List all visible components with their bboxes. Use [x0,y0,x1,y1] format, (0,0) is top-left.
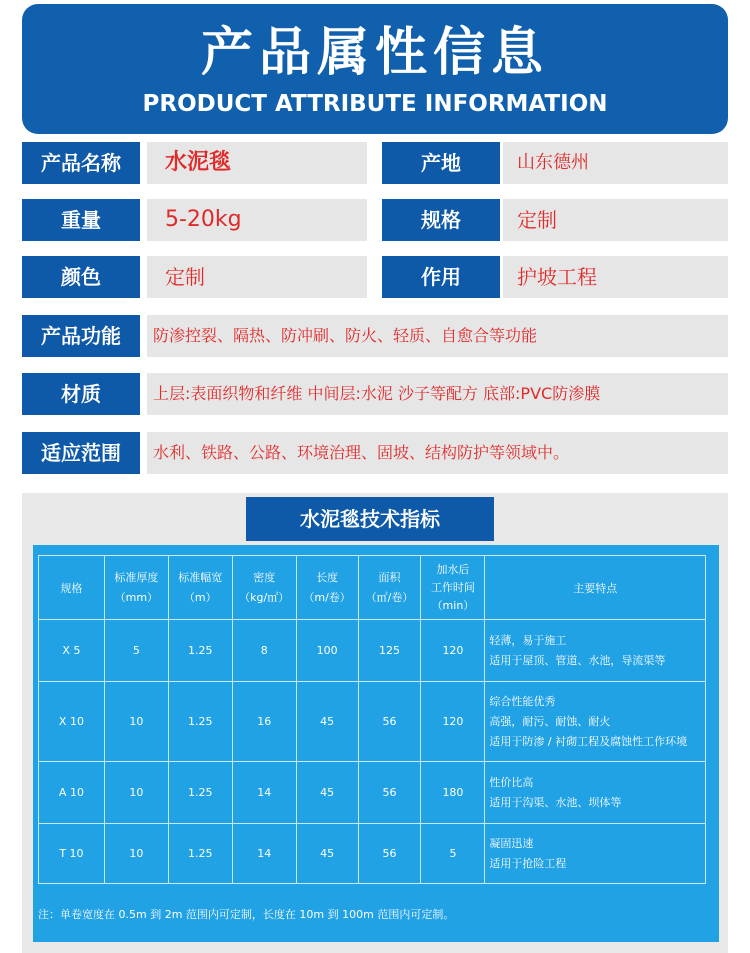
area-cell: 56 [358,762,421,824]
header-cell: 标准厚度 （mm） [104,556,168,620]
features-cell: 性价比高 适用于沟渠、水池、坝体等 [485,762,706,824]
header-cell: 面积 （㎡/卷） [358,556,421,620]
attr-label-scope: 适应范围 [22,432,140,474]
table-row [39,682,706,762]
working-time-cell: 5 [421,824,485,884]
width-cell: 1.25 [168,762,232,824]
spec-cell: A 10 [39,762,105,824]
features-cell: 凝固迅速 适用于抢险工程 [485,824,706,884]
width-cell: 1.25 [168,682,232,762]
table-note: 注：单卷宽度在 0.5m 到 2m 范围内可定制，长度在 10m 到 100m 范围内可定制。 [38,908,455,921]
thickness-cell: 5 [104,620,168,682]
header-cell: 主要特点 [485,556,706,620]
length-cell: 45 [296,762,358,824]
page-subtitle: PRODUCT ATTRIBUTE INFORMATION [142,91,608,117]
attr-value-function: 防渗控裂、隔热、防冲刷、防火、轻质、自愈合等功能 [147,315,728,357]
features-cell: 轻薄，易于施工 适用于屋顶、管道、水池，导流渠等 [485,620,706,682]
spec-table [38,555,706,884]
attr-value-scope: 水利、铁路、公路、环境治理、固坡、结构防护等领域中。 [147,432,728,474]
page-title: 产品属性信息 [200,23,549,83]
area-cell: 125 [358,620,421,682]
header-cell: 长度 （m/卷） [296,556,358,620]
attr-value-origin: 山东德州 [503,142,728,184]
spec-table-title: 水泥毯技术指标 [246,497,494,541]
area-cell: 56 [358,682,421,762]
density-cell: 8 [232,620,296,682]
attr-label-weight: 重量 [22,199,140,241]
header-cell: 加水后 工作时间 （min） [421,556,485,620]
attr-label-use: 作用 [382,256,500,298]
density-cell: 14 [232,824,296,884]
header-cell: 密度 （kg/㎡） [232,556,296,620]
attr-value-material: 上层:表面织物和纤维 中间层:水泥 沙子等配方 底部:PVC防渗膜 [147,373,728,415]
attr-value-name: 水泥毯 [147,142,367,184]
spec-cell: T 10 [39,824,105,884]
length-cell: 45 [296,824,358,884]
header-cell: 规格 [39,556,105,620]
attr-value-color: 定制 [147,256,367,298]
spec-cell: X 10 [39,682,105,762]
attr-value-spec: 定制 [503,199,728,241]
working-time-cell: 120 [421,620,485,682]
attr-label-name: 产品名称 [22,142,140,184]
area-cell: 56 [358,824,421,884]
table-row [39,620,706,682]
attr-row-function [22,315,728,357]
attr-value-use: 护坡工程 [503,256,728,298]
attr-label-color: 颜色 [22,256,140,298]
thickness-cell: 10 [104,682,168,762]
attr-row-scope [22,432,728,474]
attr-label-function: 产品功能 [22,315,140,357]
attr-label-origin: 产地 [382,142,500,184]
working-time-cell: 120 [421,682,485,762]
attr-label-material: 材质 [22,373,140,415]
spec-cell: X 5 [39,620,105,682]
density-cell: 14 [232,762,296,824]
attr-row-name-origin [22,142,728,184]
working-time-cell: 180 [421,762,485,824]
attr-label-spec: 规格 [382,199,500,241]
attr-value-weight: 5-20kg [147,199,367,241]
length-cell: 45 [296,682,358,762]
header-banner [22,4,728,134]
length-cell: 100 [296,620,358,682]
header-cell: 标准幅宽 （m） [168,556,232,620]
table-row [39,762,706,824]
width-cell: 1.25 [168,824,232,884]
table-row [39,824,706,884]
attr-row-weight-spec [22,199,728,241]
features-cell: 综合性能优秀 高强，耐污、耐蚀、耐火 适用于防渗 / 衬砌工程及腐蚀性工作环境 [485,682,706,762]
attr-row-color-use [22,256,728,298]
thickness-cell: 10 [104,824,168,884]
attr-row-material [22,373,728,415]
thickness-cell: 10 [104,762,168,824]
width-cell: 1.25 [168,620,232,682]
spec-table-header [39,556,706,620]
density-cell: 16 [232,682,296,762]
